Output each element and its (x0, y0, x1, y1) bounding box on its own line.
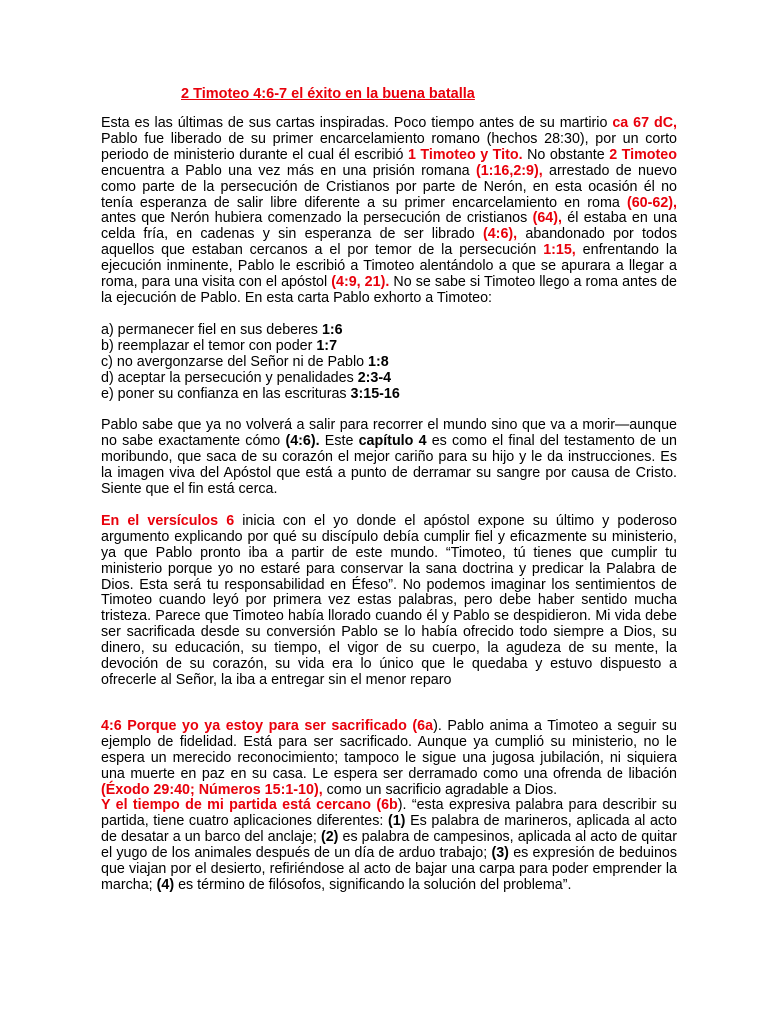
text-run: c) no avergonzarse del Señor ni de Pablo (101, 353, 369, 370)
bold-text: (4:6). (285, 433, 320, 450)
list-item (101, 387, 677, 403)
highlight-text: (64), (532, 210, 562, 227)
text-run: Pablo fue liberado de su primer encarcelamiento romano (hechos 28:30), por un corto periodo de ministerio durante el cual él escribió (101, 130, 677, 163)
text-run: antes que Nerón hubiera comenzado la persecución de cristianos (101, 210, 533, 227)
spacer (101, 689, 677, 719)
bold-text: 2:3-4 (357, 369, 392, 386)
text-run: abandonado por todos aquellos que estaban cercanos a el por temor de la persecución (101, 226, 677, 259)
text-run: inicia con el yo donde el apóstol expone su último y poderoso argumento explicando por qué su discípulo debía cumplir fiel y eficazmente su ministerio, ya que Pablo pronto iba a partir de este mundo. “Timoteo, tú tienes que cumplir tu ministerio porque yo no estaré para conservar la sana doctrina y predicar la Palabra de Dios. Esta será tu responsabilidad en Éfeso”. No podemos imaginar los sentimientos de Timoteo cuando leyó por primera vez estas palabras, pero debe haber sentido mucha tristeza. Parece que Timoteo había llorado cuando él y Pablo se despidieron. Mi vida debe ser sacrificada desde su conversión Pablo se lo había ofrecido todo siempre a Dios, su dinero, su educación, su tiempo, el vigor de su cuerpo, la agudeza de su mente, la devoción de su corazón, su vida era lo único que le quedaba y estuvo dispuesto a ofrecerle al Señor, la iba a entregar sin el menor reparo (101, 512, 677, 688)
highlight-text: 4:6 Porque yo ya estoy para ser sacrificado (6a (101, 717, 434, 734)
text-run: ). Pablo anima a Timoteo a seguir su ejemplo de fidelidad. Está para ser sacrificado. Aunque ya cumplió su ministerio, no le espera un merecido reconocimiento; tampoco le sigue una jugosa jubilación, ni siquiera una muerte en paz en su casa. Le espera ser derramado como una ofrenda de libación (101, 717, 677, 782)
highlight-text: En el versículos 6 (101, 512, 235, 529)
text-run: b) reemplazar el temor con poder (101, 337, 317, 354)
list-item (101, 323, 677, 339)
text-run: encuentra a Pablo una vez más en una prisión romana (101, 162, 476, 179)
paragraph-chapter-4 (101, 418, 677, 498)
bold-text: (2) (320, 829, 339, 846)
text-run: Este (319, 433, 359, 450)
text-run: es como el final del testamento de un moribundo, que saca de su corazón el mejor cariño para su hijo y le da instrucciones. Es la imagen viva del Apóstol que está a punto de derramar su sangre por causa de Cristo. Siente que el fin está cerca. (101, 433, 677, 498)
text-run: es palabra de campesinos, aplicada al acto de quitar el yugo de los animales después de un día de arduo trabajo; (101, 829, 677, 862)
text-run: enfrentando la ejecución inminente, Pablo le escribió a Timoteo alentándolo a que se apurara a llegar a roma, para una visita con el apóstol (101, 242, 678, 291)
bold-text: 1:8 (368, 353, 389, 370)
highlight-text: (60-62), (626, 194, 677, 211)
list-item (101, 371, 677, 387)
text-run: Esta es las últimas de sus cartas inspiradas. Poco tiempo antes de su martirio (101, 115, 613, 131)
spacer (101, 402, 677, 418)
document-title: 2 Timoteo 4:6-7 el éxito en la buena batalla (181, 86, 475, 102)
highlight-text: (Éxodo 29:40; Números 15:1-10), (101, 781, 323, 798)
exhortation-list (101, 323, 677, 403)
bold-text: (3) (491, 845, 509, 862)
highlight-text: (4:9, 21). (331, 274, 390, 291)
highlight-text: 1 Timoteo y Tito. (407, 146, 523, 163)
bold-text: 1:7 (316, 337, 338, 354)
text-run: es término de filósofos, significando la solución del problema”. (174, 876, 572, 893)
highlight-text: (1:16,2:9), (475, 162, 543, 179)
paragraph-intro (101, 116, 677, 307)
highlight-text: Y el tiempo de mi partida está cercano (6b (101, 797, 398, 814)
highlight-text: 1:15, (543, 242, 576, 259)
text-run: ). “esta expresiva palabra para describir su partida, tiene cuatro aplicaciones diferentes: (101, 797, 677, 830)
text-run: como un sacrificio agradable a Dios. (322, 781, 558, 798)
list-item (101, 339, 677, 355)
text-run: él estaba en una celda fría, en cadenas y sin esperanza de ser librado (101, 210, 677, 243)
bold-text: (1) (387, 813, 406, 830)
spacer (101, 498, 677, 514)
text-run: Es palabra de marineros, aplicada al acto de desatar a un barco del anclaje; (101, 813, 678, 846)
bold-text: 1:6 (321, 321, 343, 338)
text-run: es expresión de beduinos que viajan por el desierto, refiriéndose al acto de bajar una carpa para poder emprender la marcha; (101, 845, 677, 893)
bold-text: capítulo 4 (358, 433, 427, 450)
text-run: a) permanecer fiel en sus deberes (101, 321, 322, 338)
list-item (101, 355, 677, 371)
bold-text: (4) (156, 876, 175, 893)
highlight-text: 2 Timoteo (609, 146, 677, 163)
text-run: Pablo sabe que ya no volverá a salir para recorrer el mundo sino que va a morir—aunque no sabe exactamente cómo (101, 417, 677, 450)
text-run: No obstante (522, 146, 610, 163)
paragraph-verse-6 (101, 514, 677, 689)
text-run: No se sabe si Timoteo llego a roma antes de la ejecución de Pablo. En esta carta Pablo exhorto a Timoteo: (101, 274, 678, 306)
spacer (101, 307, 677, 323)
text-run: e) poner su confianza en las escrituras (101, 385, 351, 402)
text-run: d) aceptar la persecución y penalidades (101, 369, 358, 386)
paragraph-verse-6b (101, 798, 677, 893)
highlight-text: (4:6), (482, 226, 518, 243)
text-run: arrestado de nuevo como parte de la persecución de Cristianos por parte de Nerón, en esta ocasión él no tenía esperanza de salir libre diferente a su primer encarcelamiento en roma (101, 162, 677, 211)
bold-text: 3:15-16 (350, 385, 400, 402)
paragraph-verse-6a (101, 719, 677, 799)
highlight-text: ca 67 dC, (612, 115, 678, 131)
